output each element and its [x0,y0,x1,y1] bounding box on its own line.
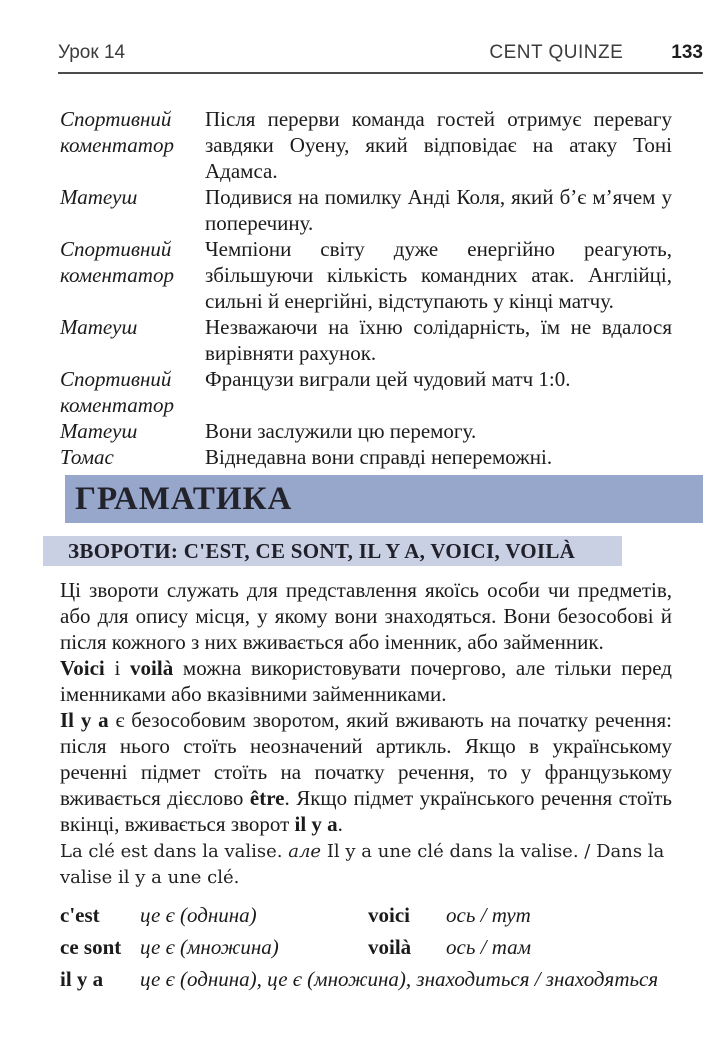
grammar-paragraph: Ці звороти служать для представлення якоїсь особи чи предметів, або для опису місця, у якому вони знаходяться. Вони безособові й після кожного з них вживається або іменник, або займенник. [60,578,672,654]
expressions-table [60,899,674,995]
dialogue-text: Після перерви команда гостей отримує перевагу завдяки Оуену, який відповідає на атаку Тоні Адамса. [205,107,672,183]
page-number: 133 [671,42,703,63]
term-cell: voici [368,903,410,927]
grammar-explanation [60,577,672,837]
speaker-name: Спортивний коментатор [60,107,174,157]
definition-cell: це є (множина) [140,935,279,959]
definition-cell: ось / там [446,935,532,959]
definition-cell: це є (однина), це є (множина), знаходиться / знаходяться [140,967,659,991]
speaker-name: Матеуш [60,419,138,443]
term-cell: c'est [60,903,100,927]
topic-banner [43,536,622,566]
dialogue-text: Віднедавна вони справді непереможні. [205,445,553,469]
term-cell: ce sont [60,935,122,959]
term-cell: voilà [368,935,412,959]
grammar-paragraph: Voici і voilà можна використовувати почергово, але тільки перед іменниками або вказівними займенниками. [60,656,672,706]
example-sentence: La clé est dans la valise. але Il y a une clé dans la valise. / Dans la valise il y a une clé. [60,841,665,888]
topic-banner-title: ЗВОРОТИ: C'EST, CE SONT, IL Y A, VOICI, VOILÀ [68,538,576,563]
running-title: CENT QUINZE [489,42,624,63]
speaker-name: Томас [60,445,114,469]
term-cell: il y a [60,967,104,991]
grammar-section-title: ГРАМАТИКА [75,480,293,517]
lesson-label: Урок 14 [58,42,126,63]
grammar-paragraph: Il y a є безособовим зворотом, який вживають на початку речення: після нього стоїть неозначений артикль. Якщо в українському реченні підмет стоїть на початку речення, то у французькому вживається дієслово être. Якщо підмет українського речення стоїть вкінці, вживається зворот il y a. [60,708,672,836]
dialogue-text: Незважаючи на їхню солідарність, їм не вдалося вирівняти рахунок. [205,315,672,365]
dialogue-text: Французи виграли цей чудовий матч 1:0. [205,367,571,391]
speaker-name: Спортивний коментатор [60,237,174,287]
dialogue [60,106,672,470]
page-header [58,42,703,74]
definition-cell: ось / тут [446,903,531,927]
grammar-section-banner [65,475,703,523]
speaker-name: Спортивний коментатор [60,367,174,417]
dialogue-text: Вони заслужили цю перемогу. [205,419,477,443]
dialogue-text: Чемпіони світу дуже енергійно реагують, збільшуючи кількість командних атак. Англійці, сильні й енергійні, відступають у кінці матчу. [205,237,672,313]
dialogue-text: Подивися на помилку Анді Коля, який б’є м’ячем у поперечину. [205,185,672,235]
speaker-name: Матеуш [60,315,138,339]
definition-cell: це є (однина) [140,903,257,927]
speaker-name: Матеуш [60,185,138,209]
